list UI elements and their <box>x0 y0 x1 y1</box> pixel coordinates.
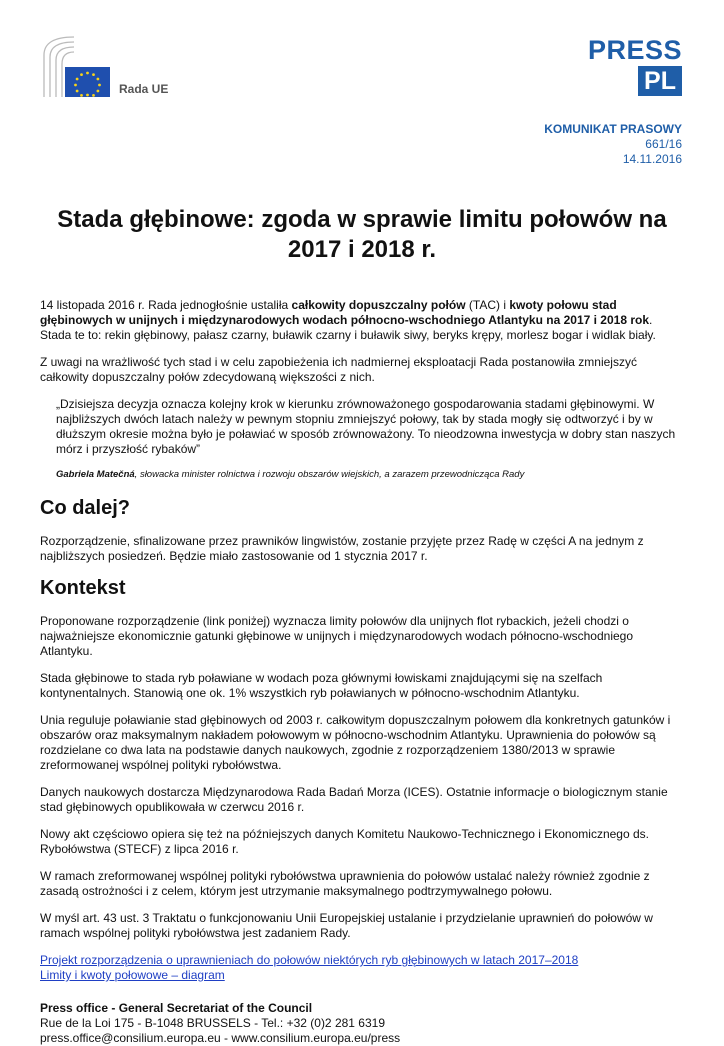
section-heading-next: Co dalej? <box>40 497 131 519</box>
context-paragraph: W ramach zreformowanej wspólnej polityki rybołówstwa uprawnienia do połowów ustalać należy również zgodnie z zasadą ostrożności i z celem, którym jest utrzymanie maksymalnego podtrzymywalnego połowu. <box>40 869 650 898</box>
next-paragraph: Rozporządzenie, sfinalizowane przez prawników lingwistów, zostanie przyjęte przez Radę w części A na jednym z najbliższych posiedzeń. Będzie miało zastosowanie od 1 stycznia 2017 r. <box>40 534 644 563</box>
context-paragraph: W myśl art. 43 ust. 3 Traktatu o funkcjonowaniu Unii Europejskiej ustalanie i przydzielanie uprawnień do połowów w ramach wspólnej polityki rybołówstwa jest zadaniem Rady. <box>40 911 653 940</box>
footer-address: Rue de la Loi 175 - B-1048 BRUSSELS - Tel.: +32 (0)2 281 6319 <box>40 1016 385 1030</box>
intro-text-2: (TAC) i <box>465 298 510 312</box>
footer-heading: Press office - General Secretariat of the Council <box>40 1001 313 1015</box>
context-paragraph: Stada głębinowe to stada ryb poławiane w wodach poza głównymi łowiskami znajdującymi się na szelfach kontynentalnych. Stanowią one ok. 1% wszystkich ryb poławianych w północno-wschodnim Atlantyku. <box>40 671 603 700</box>
context-paragraph: Nowy akt częściowo opiera się też na późniejszych danych Komitetu Naukowo-Technicznego i Ekonomicznego ds. Rybołówstwa (STECF) z lipca 2016 r. <box>40 827 649 856</box>
page-title: Stada głębinowe: zgoda w sprawie limitu połowów na 2017 i 2018 r. <box>57 206 667 263</box>
intro-bold-2: kwoty połowu stad głębinowych w unijnych i międzynarodowych wodach północno-wschodniego Atlantyku na 2017 i 2018 rok <box>40 298 649 327</box>
context-paragraph: Danych naukowych dostarcza Międzynarodowa Rada Badań Morza (ICES). Ostatnie informacje o biologicznym stanie stad głębinowych opublikowała w czerwcu 2016 r. <box>40 785 668 814</box>
link-regulation-draft[interactable]: Projekt rozporządzenia o uprawnieniach do połowów niektórych ryb głębinowych w latach 2017–2018 <box>40 953 579 967</box>
related-links <box>40 953 680 983</box>
org-name: Rada UE <box>119 82 169 96</box>
quote-text: „Dzisiejsza decyzja oznacza kolejny krok w kierunku zrównoważonego gospodarowania stadami głębinowymi. W najbliższych dwóch latach należy w pewnym stopniu zmniejszyć połowy, tak by stada mogły się odtworzyć i by w dłuższym okresie można było je poławiać w sposób zrównoważony. To nieodzowna inwestycja w dobry stan naszych mórz i przyszłość rybaków” <box>56 397 676 456</box>
intro-text-3: . Stada te to: rekin głębinowy, pałasz czarny, buławik czarny i buławik siwy, beryks krępy, morlesz bogar i widlak biały. <box>40 313 656 342</box>
release-type: KOMUNIKAT PRASOWY <box>544 122 682 136</box>
context-paragraph: Unia reguluje poławianie stad głębinowych od 2003 r. całkowitym dopuszczalnym połowem dla konkretnych gatunków i obszarów oraz maksymalnym nakładem połowowym w północno-wschodnim Atlantyku. Uprawnienia do połowów są rozdzielane co dwa lata na podstawie danych naukowych, zgodnie z rozporządzeniem 1380/2013 w sprawie zreformowanej wspólnej polityki rybołówstwa. <box>40 713 671 772</box>
eu-flag-icon <box>65 67 110 97</box>
release-meta <box>544 122 682 167</box>
quote-source <box>56 467 680 482</box>
intro-text-1: 14 listopada 2016 r. Rada jednogłośnie ustaliła <box>40 298 292 312</box>
quote-block <box>56 397 680 482</box>
intro-paragraph <box>40 298 680 343</box>
context-paragraph: Proponowane rozporządzenie (link poniżej) wyznacza limity połowów dla unijnych flot rybackich, jeżeli chodzi o najważniejsze ekonomicznie gatunki głębinowe w unijnych i międzynarodowych wodach północno-wschodniego Atlantyku. <box>40 614 634 658</box>
release-number: 661/16 <box>645 137 682 151</box>
press-label: PRESS <box>587 35 682 65</box>
link-quotas-diagram[interactable]: Limity i kwoty połowowe – diagram <box>40 968 225 982</box>
quote-author: Gabriela Matečná <box>56 469 135 480</box>
intro-paragraph-2: Z uwagi na wrażliwość tych stad i w celu zapobieżenia ich nadmiernej eksploatacji Rada postanowiła zmniejszyć całkowity dopuszczalny połów zdecydowaną większości z nich. <box>40 355 637 384</box>
context-paragraphs <box>40 614 680 941</box>
press-badge <box>586 36 682 96</box>
language-badge: PL <box>638 66 682 96</box>
quote-role: , słowacka minister rolnictwa i rozwoju obszarów wiejskich, a zarazem przewodnicząca Rady <box>134 469 525 480</box>
main-content <box>40 298 680 1046</box>
release-date: 14.11.2016 <box>622 152 682 166</box>
intro-bold-1: całkowity dopuszczalny połów <box>291 298 466 312</box>
footer-contact-line: press.office@consilium.europa.eu - www.consilium.europa.eu/press <box>40 1031 401 1045</box>
section-heading-context: Kontekst <box>40 577 126 599</box>
